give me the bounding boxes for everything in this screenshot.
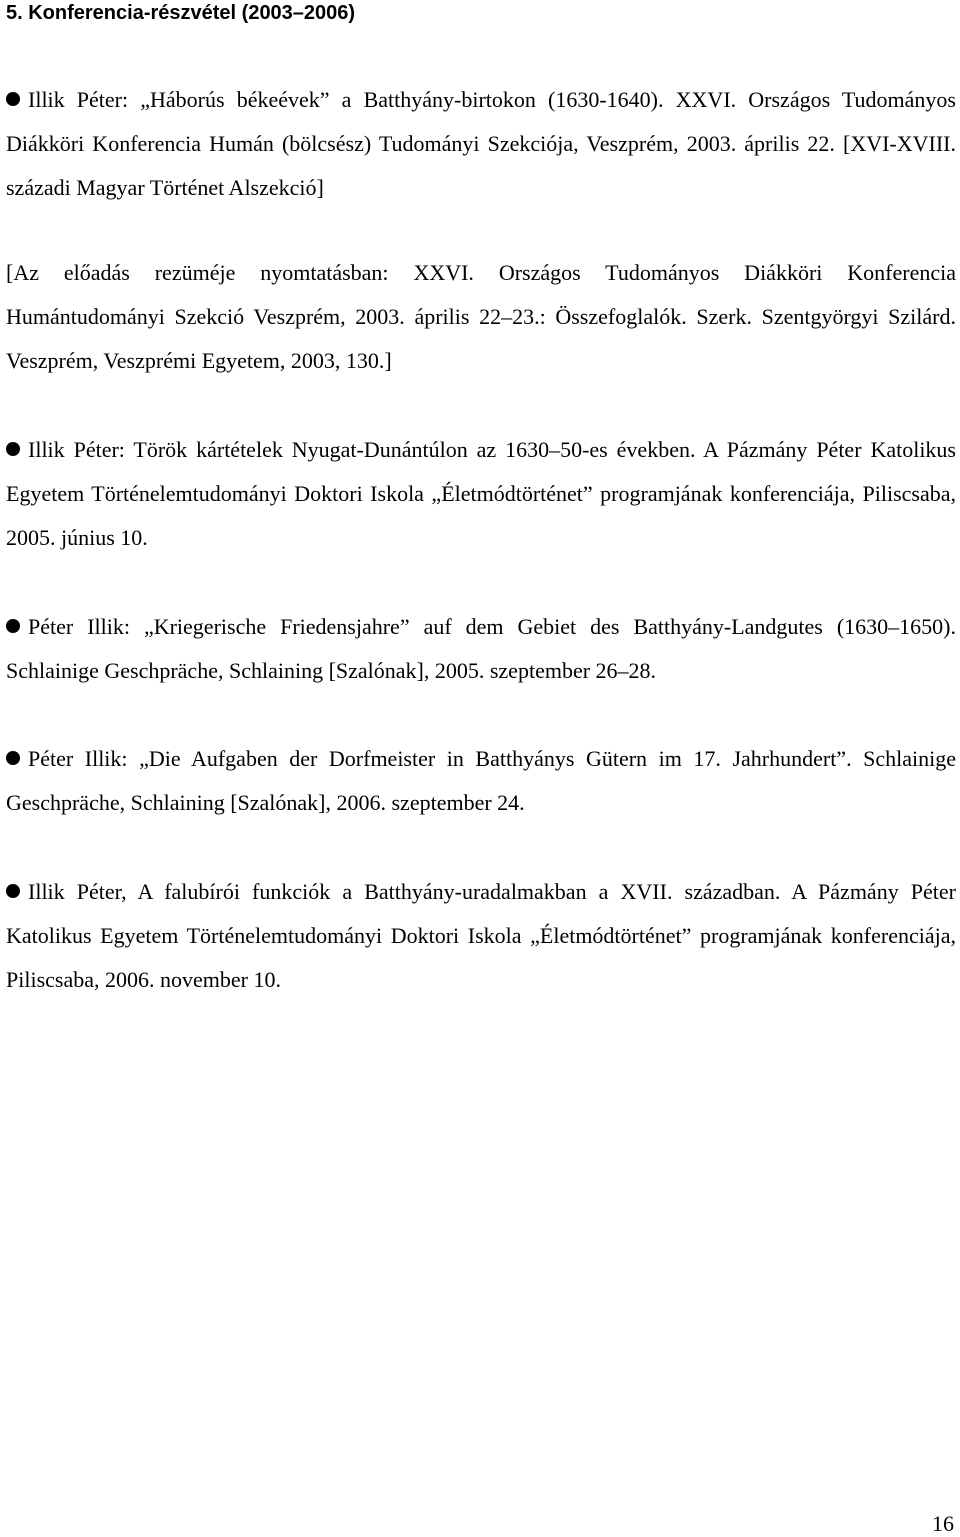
bullet-icon <box>6 92 20 106</box>
section-heading: 5. Konferencia-részvétel (2003–2006) <box>6 2 356 24</box>
list-item <box>6 737 956 825</box>
list-item <box>6 605 956 693</box>
page-number: 16 <box>932 1511 954 1536</box>
list-item-text: Illik Péter: Török kártételek Nyugat-Dunántúlon az 1630–50-es években. A Pázmány Péter Katolikus Egyetem Történelemtudományi Doktori Iskola „Életmódtörténet” programjának konferenciája, Piliscsaba, 2005. június 10. <box>6 437 956 550</box>
list-item <box>6 870 956 1002</box>
list-item-text: Péter Illik: „Die Aufgaben der Dorfmeister in Batthyánys Gütern im 17. Jahrhundert”. Schlainige Geschpräche, Schlaining [Szalónak], 2006. szeptember 24. <box>6 746 956 815</box>
bullet-icon <box>6 884 20 898</box>
list-item-text: [Az előadás rezüméje nyomtatásban: XXVI. Országos Tudományos Diákköri Konferencia Humántudományi Szekció Veszprém, 2003. április 22–23.: Összefoglalók. Szerk. Szentgyörgyi Szilárd. Veszprém, Veszprémi Egyetem, 2003, 130.] <box>6 260 956 373</box>
list-item-note <box>6 251 956 383</box>
list-item <box>6 428 956 560</box>
list-item <box>6 78 956 210</box>
bullet-icon <box>6 442 20 456</box>
bullet-icon <box>6 619 20 633</box>
bullet-icon <box>6 751 20 765</box>
list-item-text: Illik Péter, A falubírói funkciók a Batthyány-uradalmakban a XVII. században. A Pázmány Péter Katolikus Egyetem Történelemtudományi Doktori Iskola „Életmódtörténet” programjának konferenciája, Piliscsaba, 2006. november 10. <box>6 879 956 992</box>
list-item-text: Péter Illik: „Kriegerische Friedensjahre” auf dem Gebiet des Batthyány-Landgutes (1630–1650). Schlainige Geschpräche, Schlaining [Szalónak], 2005. szeptember 26–28. <box>6 614 956 683</box>
list-item-text: Illik Péter: „Háborús békeévek” a Batthyány-birtokon (1630-1640). XXVI. Országos Tudományos Diákköri Konferencia Humán (bölcsész) Tudományi Szekciója, Veszprém, 2003. április 22. [XVI-XVIII. századi Magyar Történet Alszekció] <box>6 87 956 200</box>
